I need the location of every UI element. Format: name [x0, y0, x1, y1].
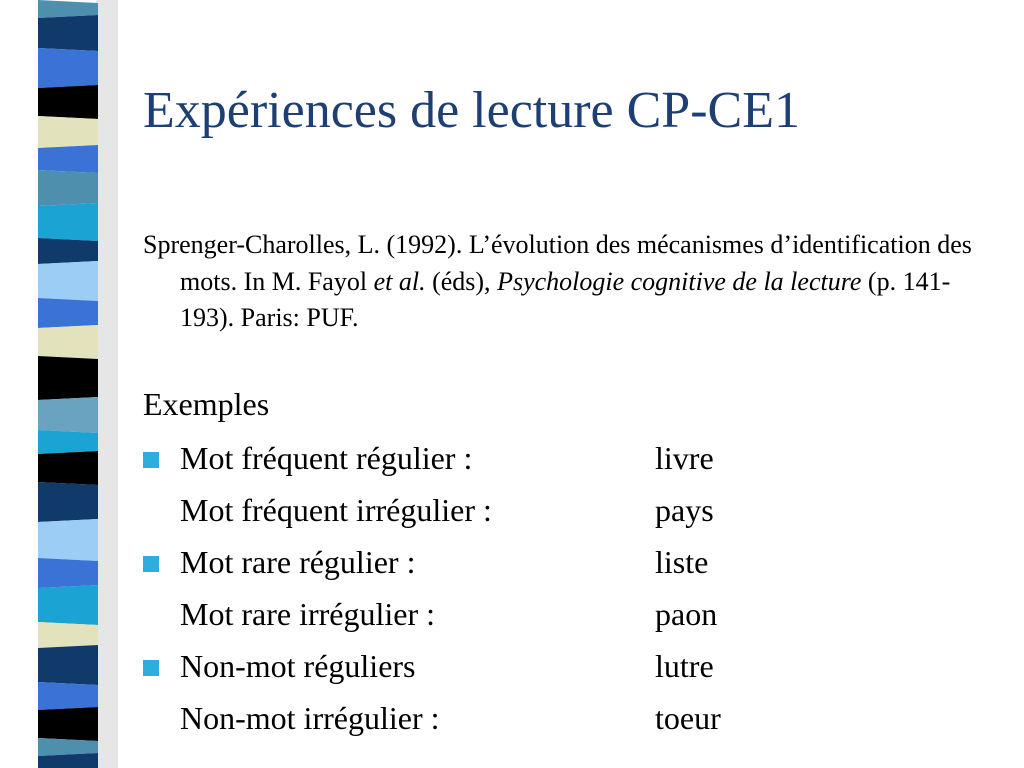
stripe-block — [38, 15, 98, 51]
stripe-block — [38, 622, 98, 648]
stripe-block — [38, 85, 98, 119]
stripe-block — [38, 238, 98, 264]
stripe-block — [38, 738, 98, 756]
stripe-block — [38, 0, 98, 18]
reference-text-2: (éds), — [425, 266, 498, 296]
stripe-block — [38, 397, 98, 433]
example-word: paon — [655, 596, 718, 632]
stripe-block — [38, 430, 98, 454]
square-bullet-icon — [143, 660, 159, 676]
stripe-block — [38, 482, 98, 522]
reference-text-3: (p. 141-193). Paris: PUF. — [180, 266, 951, 332]
example-word: livre — [655, 440, 714, 476]
stripe-block — [38, 203, 98, 241]
bibliographic-reference — [143, 227, 973, 337]
example-label: Non-mot irrégulier : — [180, 700, 440, 736]
reference-et-al: et al. — [373, 266, 426, 296]
example-word: pays — [655, 492, 714, 528]
stripe-block — [38, 261, 98, 301]
square-bullet-icon — [143, 556, 159, 572]
stripe-block — [38, 116, 98, 148]
stripe-block — [38, 325, 98, 359]
example-word: liste — [655, 544, 709, 580]
stripe-block — [38, 682, 98, 710]
stripe-block — [38, 585, 98, 625]
stripe-block — [38, 356, 98, 400]
stripe-block — [38, 145, 98, 173]
stripe-block — [38, 298, 98, 328]
decorative-stripe-border — [0, 0, 118, 768]
example-label: Mot fréquent régulier : — [180, 440, 473, 476]
reference-text-1: Sprenger-Charolles, L. (1992). L’évolution des mécanismes d’identification des mots. In M. Fayol — [143, 230, 972, 296]
example-label: Non-mot réguliers — [180, 648, 416, 684]
stripe-block — [38, 558, 98, 588]
example-label: Mot rare régulier : — [180, 544, 416, 580]
square-bullet-icon — [143, 452, 159, 468]
reference-book-title: Psychologie cognitive de la lecture — [497, 266, 862, 296]
example-label: Mot rare irrégulier : — [180, 596, 435, 632]
example-word: toeur — [655, 700, 721, 736]
examples-heading: Exemples — [143, 386, 270, 422]
stripe-block — [38, 170, 98, 206]
stripe-block — [38, 645, 98, 685]
stripe-block — [38, 519, 98, 561]
stripe-block — [38, 48, 98, 88]
example-word: lutre — [655, 648, 714, 684]
slide-title: Expériences de lecture CP-CE1 — [143, 82, 800, 139]
stripe-block — [38, 451, 98, 485]
stripe-block — [38, 707, 98, 741]
example-label: Mot fréquent irrégulier : — [180, 492, 492, 528]
